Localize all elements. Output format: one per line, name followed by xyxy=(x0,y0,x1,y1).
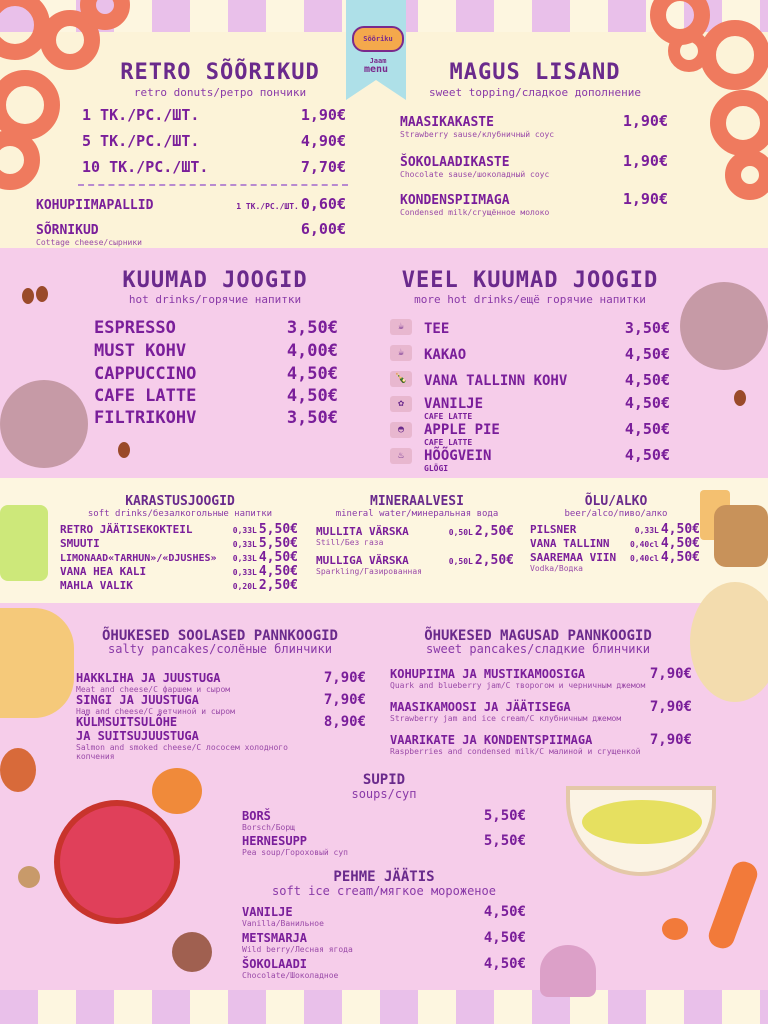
sweet-pancakes-subtitle: sweet pancakes/сладкие блинчики xyxy=(426,642,650,656)
hot-drinks-title: KUUMAD JOOGID xyxy=(122,268,308,293)
list-item: CAPPUCCINO 4,50€ xyxy=(94,364,338,384)
list-item: SAAREMAA VIIN Vodka/Водка 0,40cl 4,50€ xyxy=(530,550,700,573)
list-item: MAASIKAKASTE Strawberry sause/клубничный соус 1,90€ xyxy=(400,112,668,139)
barrel-image xyxy=(714,505,768,567)
list-item: MAHLA VALIK 0,20L 2,50€ xyxy=(60,578,298,593)
bottom-stripes xyxy=(0,990,768,1024)
more-hot-drinks-title: VEEL KUUMAD JOOGID xyxy=(401,268,659,293)
sweet-topping-title: MAGUS LISAND xyxy=(449,60,621,85)
list-item: 1 ТК./РС./ШТ. 1,90€ xyxy=(82,106,346,124)
menu-label: menu xyxy=(363,64,389,75)
list-item: VANA TALLINN KOHV 4,50€ xyxy=(424,371,670,389)
liqueur-bottle-icon: 🍾 xyxy=(390,371,412,387)
salty-pancakes-subtitle: salty pancakes/солёные блинчики xyxy=(108,642,332,656)
sweet-pancakes-title: ÕHUKESED MAGUSAD PANNKOOGID xyxy=(424,628,652,644)
list-item: HERNESUPP Pea soup/Гороховый суп 5,50€ xyxy=(242,833,526,857)
mineral-water-title: MINERAALVESI xyxy=(370,494,464,509)
soups-title: SUPID xyxy=(362,772,406,788)
list-item: TEE 3,50€ xyxy=(424,319,670,337)
coffee-bean-icon xyxy=(22,288,34,304)
coffee-bean-icon xyxy=(36,286,48,302)
list-item: MULLITA VÄRSKA Still/Без газа 0,50L 2,50€ xyxy=(316,524,514,547)
soft-drinks-title: KARASTUSJOOGID xyxy=(125,494,235,509)
coffee-cup-image xyxy=(0,380,88,468)
brand-logo: Sõõriku Jaam xyxy=(352,26,404,52)
retro-donuts-title: RETRO SÕÕRIKUD xyxy=(120,60,320,85)
coffee-cup-image xyxy=(680,282,768,370)
list-item: KAKAO 4,50€ xyxy=(424,345,670,363)
vanilla-icon: ✿ xyxy=(390,396,412,412)
list-item: FILTRIKOHV 3,50€ xyxy=(94,408,338,428)
list-item: APPLE PIE CAFE LATTE 4,50€ xyxy=(424,420,670,447)
list-item: MULLIGA VÄRSKA Sparkling/Газированная 0,50L 2,50€ xyxy=(316,553,514,576)
coffee-bean-icon xyxy=(118,442,130,458)
mulled-wine-icon: ♨ xyxy=(390,448,412,464)
list-item: VANILJE CAFE LATTE 4,50€ xyxy=(424,394,670,421)
lemonade-glass-image xyxy=(0,505,48,581)
tomato-bowl-image xyxy=(152,768,202,814)
donut-image xyxy=(710,90,768,156)
donut-image xyxy=(668,30,710,72)
list-item: ŠOKOLAADI Chocolate/Шоколадное 4,50€ xyxy=(242,956,526,980)
list-item: 5 ТК./РС./ШТ. 4,90€ xyxy=(82,132,346,150)
divider xyxy=(78,184,348,186)
list-item: KÜLMSUITSULÕHE JA SUITSUJUUSTUGA Salmon and smoked cheese/С лососем холодного копчения 8,90€ xyxy=(76,714,366,761)
donut-image xyxy=(700,20,768,90)
list-item: RETRO JÄÄTISEKOKTEIL 0,33L 5,50€ xyxy=(60,522,298,537)
list-item: CAFE LATTE 4,50€ xyxy=(94,386,338,406)
apple-pie-icon: ◓ xyxy=(390,422,412,438)
list-item: 10 ТК./РС./ШТ. 7,70€ xyxy=(82,158,346,176)
cocoa-icon: ☕ xyxy=(390,345,412,361)
ice-cream-title: PEHME JÄÄTIS xyxy=(333,869,435,885)
onion-image xyxy=(0,748,36,792)
list-item: BORŠ Borsch/Борщ 5,50€ xyxy=(242,808,526,832)
list-item: KONDENSPIIMAGA Condensed milk/сгущённое молоко 1,90€ xyxy=(400,190,668,217)
list-item: HÕÕGVEIN GLÖGI 4,50€ xyxy=(424,446,670,473)
list-item: VANA TALLINN 0,40cl 4,50€ xyxy=(530,536,700,551)
list-item: MAASIKAMOOSI JA JÄÄTISEGA Strawberry jam and ice cream/С клубничным джемом 7,90€ xyxy=(390,699,692,723)
hot-drinks-subtitle: hot drinks/горячие напитки xyxy=(128,293,302,306)
pea-soup-image xyxy=(582,800,702,844)
retro-donuts-subtitle: retro donuts/ретро пончики xyxy=(133,86,307,99)
ice-cream-cone-image xyxy=(172,932,212,972)
soups-subtitle: soups/суп xyxy=(351,787,417,801)
coffee-bean-icon xyxy=(734,390,746,406)
list-item: VAARIKATE JA KONDENTSPIIMAGA Raspberries and condensed milk/С малиной и сгущенкой 7,90€ xyxy=(390,732,692,756)
pancake-image xyxy=(0,608,74,718)
list-item: PILSNER 0,33L 4,50€ xyxy=(530,522,700,537)
list-item: MUST KOHV 4,00€ xyxy=(94,341,338,361)
list-item: ESPRESSO 3,50€ xyxy=(94,318,338,338)
list-item: ŠOKOLAADIKASTE Chocolate sause/шоколадный соус 1,90€ xyxy=(400,152,668,179)
list-item: KOHUPIIMAPALLID 1 ТК./РС./ШТ. 0,60€ xyxy=(36,195,346,213)
ice-cream-cup-image xyxy=(540,945,596,997)
donut-image xyxy=(725,150,768,200)
list-item: SMUUTI 0,33L 5,50€ xyxy=(60,536,298,551)
more-hot-drinks-subtitle: more hot drinks/ещё горячие напитки xyxy=(414,293,646,306)
list-item: SINGI JA JUUSTUGA Ham and cheese/С ветчиной и сыром 7,90€ xyxy=(76,692,366,716)
soft-drinks-subtitle: soft drinks/безалкогольные напитки xyxy=(87,509,273,519)
sweet-topping-subtitle: sweet topping/сладкое дополнение xyxy=(429,86,641,99)
wooden-spoon-image xyxy=(18,866,40,888)
borsch-bowl-image xyxy=(54,800,180,924)
list-item: LIMONAAD«TARHUN»/«DJUSHES» 0,33L 4,50€ xyxy=(60,550,298,565)
tea-icon: ☕ xyxy=(390,319,412,335)
list-item: HAKKLIHA JA JUUSTUGA Meat and cheese/С фаршем и сыром 7,90€ xyxy=(76,670,366,694)
mineral-water-subtitle: mineral water/минеральная вода xyxy=(335,509,499,519)
list-item: METSMARJA Wild berry/Лесная ягода 4,50€ xyxy=(242,930,526,954)
beer-alco-title: ÕLU/ALKO xyxy=(584,494,648,509)
list-item: KOHUPIIMA JA MUSTIKAMOOSIGA Quark and blueberry jam/С творогом и черничным джемом 7,90€ xyxy=(390,666,692,690)
list-item: SÕRNIKUD Cottage cheese/сырники 6,00€ xyxy=(36,220,346,247)
carrot-slice-image xyxy=(662,918,688,940)
list-item: VANILJE Vanilla/Ванильное 4,50€ xyxy=(242,904,526,928)
ice-cream-subtitle: soft ice cream/мягкое мороженое xyxy=(272,884,496,898)
beer-alco-subtitle: beer/alco/пиво/алко xyxy=(564,509,668,519)
salty-pancakes-title: ÕHUKESED SOOLASED PANNKOOGID xyxy=(101,628,338,644)
list-item: VANA HEA KALI 0,33L 4,50€ xyxy=(60,564,298,579)
